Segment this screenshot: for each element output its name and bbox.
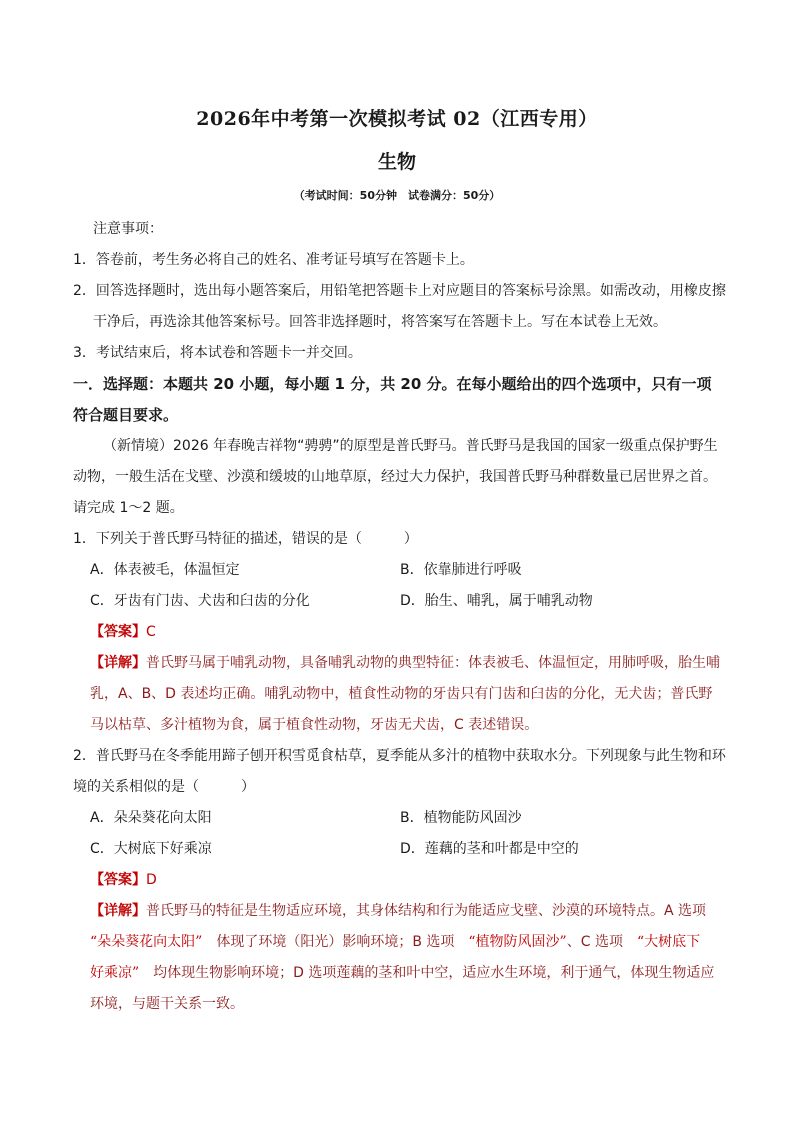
q2-option-b: B．植物能防风固沙	[400, 810, 522, 826]
context-paragraph-line2: 动物，一般生活在戈壁、沙漠和缓坡的山地草原，经过大力保护，我国普氏野马种群数量已居世界之首。	[73, 469, 717, 485]
q2-detail	[73, 896, 729, 927]
document-body	[73, 214, 729, 1020]
quote-text: “大树底下	[636, 934, 701, 950]
context-paragraph-line3: 请完成 1～2 题。	[73, 500, 184, 516]
detail-tag: 【详解】	[90, 655, 146, 671]
q1-detail	[73, 648, 729, 679]
answer-tag: 【答案】	[90, 624, 146, 640]
q1-option-b: B．依靠肺进行呼吸	[400, 562, 522, 578]
q1-detail-line3: 马以枯草、多汁植物为食，属于植食性动物，牙齿无犬齿，C 表述错误。	[90, 717, 539, 733]
q2-option-d: D．莲藕的茎和叶都是中空的	[400, 841, 579, 857]
notes-heading: 注意事项：	[93, 221, 163, 237]
q1-option-d: D．胎生、哺乳，属于哺乳动物	[400, 593, 593, 609]
detail-text: 体现了环境（阳光）影响环境；B 选项	[202, 934, 469, 950]
q2-detail-line3	[73, 958, 729, 989]
question-2-options-row1	[73, 803, 729, 834]
detail-text: 、C 选项	[566, 934, 637, 950]
answer-value: D	[146, 872, 157, 888]
question-1-options-row1	[73, 555, 729, 586]
detail-text: 均体现生物影响环境；D 选项莲藕的茎和叶中空，适应水生环境，利于通气，体现生物适应	[139, 965, 715, 981]
page-title: 2026年中考第一次模拟考试 02（江西专用）	[196, 108, 598, 130]
question-2-stem-cont: 境的关系相似的是（ ）	[73, 779, 255, 795]
note-item-2-cont: 干净后，再选涂其他答案标号。回答非选择题时，将答案写在答题卡上。写在本试卷上无效。	[93, 314, 667, 330]
note-item-2: 2．回答选择题时，选出每小题答案后，用铅笔把答题卡上对应题目的答案标号涂黑。如需改动，用橡皮擦	[73, 283, 726, 299]
note-item-1: 1．答卷前，考生务必将自己的姓名、准考证号填写在答题卡上。	[73, 252, 474, 268]
quote-text: “朵朵葵花向太阳”	[90, 934, 203, 950]
question-1-options-row2	[73, 586, 729, 617]
section-heading-cont: 符合题目要求。	[73, 406, 179, 424]
question-2-stem: 2．普氏野马在冬季能用蹄子刨开积雪觅食枯草，夏季能从多汁的植物中获取水分。下列现象与此生物和环	[73, 748, 726, 764]
context-paragraph: （新情境）2026 年春晚吉祥物“骋骋”的原型是普氏野马。普氏野马是我国的国家一级重点保护野生	[103, 438, 718, 454]
question-2-options-row2	[73, 834, 729, 865]
q1-detail-line2: 乳，A、B、D 表述均正确。哺乳动物中，植食性动物的牙齿只有门齿和臼齿的分化，无犬齿；普氏野	[90, 686, 713, 702]
quote-text: 好乘凉”	[90, 965, 140, 981]
q1-answer	[73, 617, 729, 648]
q1-option-a: A．体表被毛，体温恒定	[90, 562, 240, 578]
exam-meta: （考试时间：50分钟 试卷满分：50分）	[293, 189, 501, 202]
q2-detail-line4: 环境，与题干关系一致。	[90, 996, 244, 1012]
q2-option-a: A．朵朵葵花向太阳	[90, 810, 212, 826]
quote-text: “植物防风固沙”	[468, 934, 567, 950]
detail-text: 普氏野马属于哺乳动物，具备哺乳动物的典型特征：体表被毛、体温恒定，用肺呼吸，胎生哺	[146, 655, 720, 671]
detail-tag: 【详解】	[90, 903, 146, 919]
note-item-3: 3．考试结束后，将本试卷和答题卡一并交回。	[73, 345, 362, 361]
q2-detail-line2	[73, 927, 729, 958]
q2-answer	[73, 865, 729, 896]
subject-title: 生物	[377, 151, 416, 173]
section-heading: 一．选择题：本题共 20 小题，每小题 1 分，共 20 分。在每小题给出的四个选项中，只有一项	[73, 375, 712, 393]
answer-tag: 【答案】	[90, 872, 146, 888]
q2-option-c: C．大树底下好乘凉	[90, 841, 212, 857]
question-1-stem: 1．下列关于普氏野马特征的描述，错误的是（ ）	[73, 531, 418, 547]
q1-option-c: C．牙齿有门齿、犬齿和臼齿的分化	[90, 593, 310, 609]
detail-text: 普氏野马的特征是生物适应环境，其身体结构和行为能适应戈壁、沙漠的环境特点。A 选项	[146, 903, 707, 919]
answer-value: C	[146, 624, 156, 640]
